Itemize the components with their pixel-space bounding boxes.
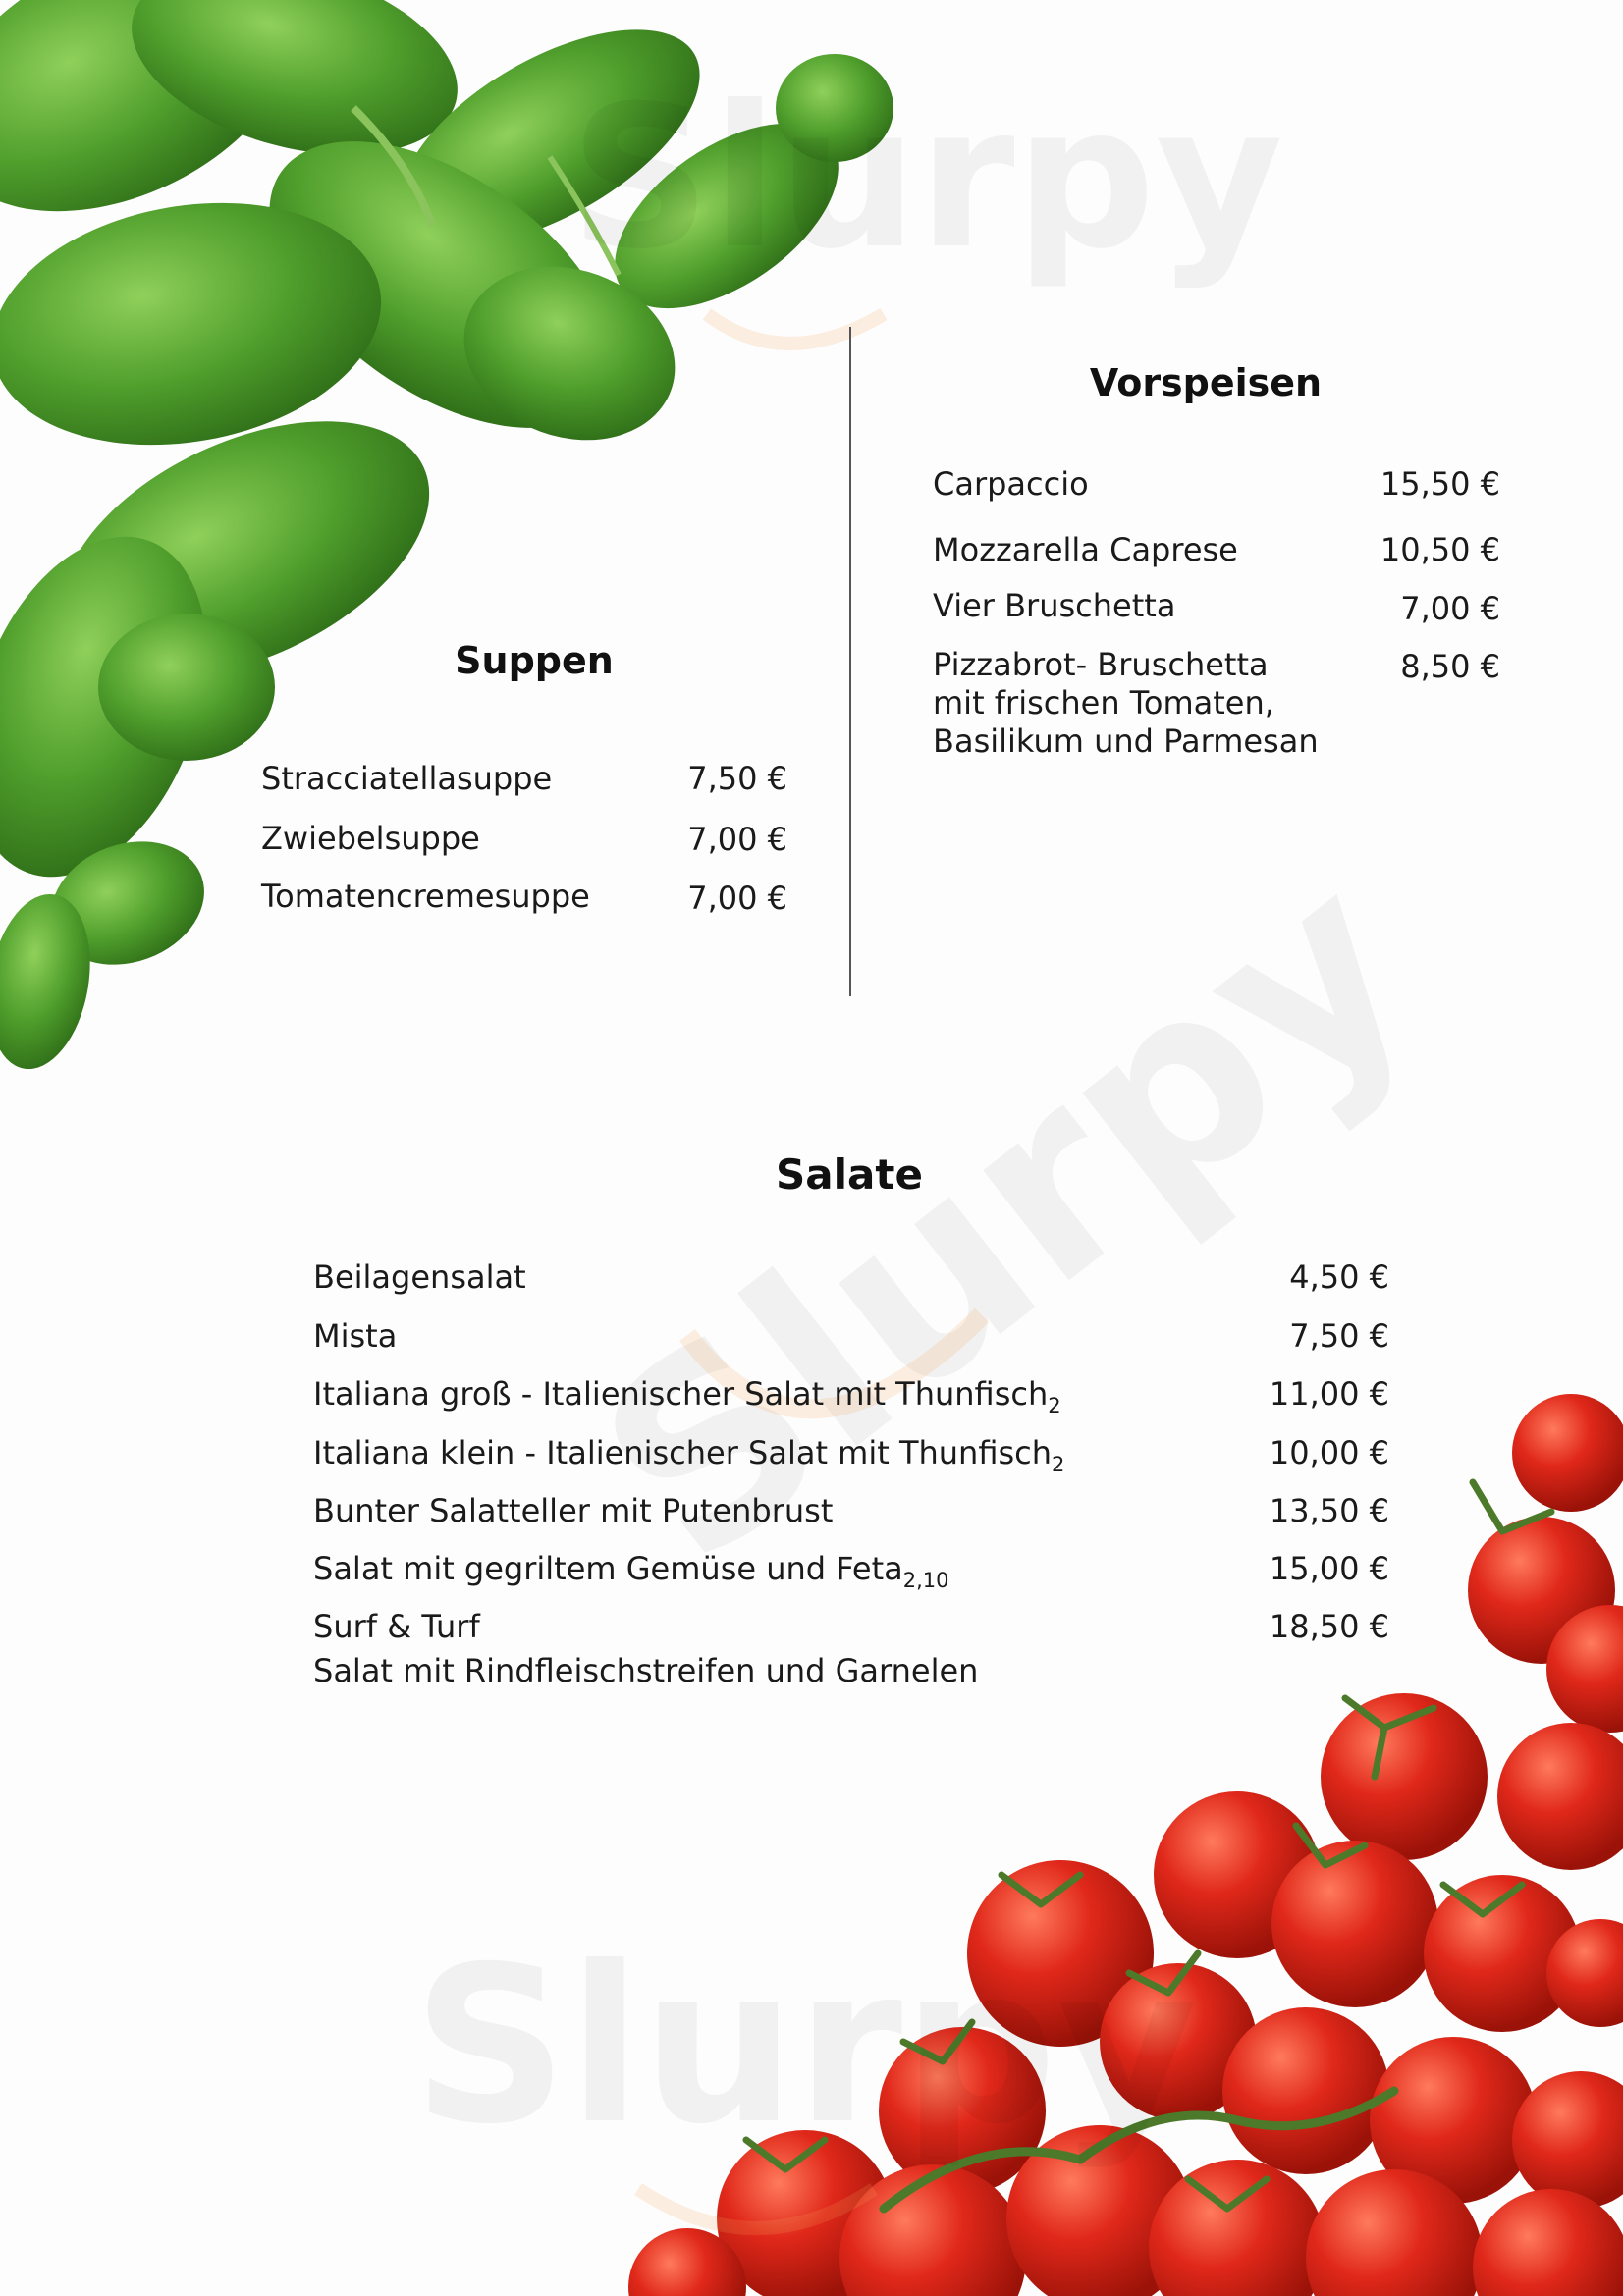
- vorspeisen-item-name: Carpaccio: [933, 465, 1089, 503]
- salate-item-price: 13,50 €: [1269, 1492, 1389, 1529]
- salate-item-label: Italiana klein - Italienischer Salat mit Thunfisch: [313, 1434, 1053, 1471]
- suppen-item-name: Stracciatellasuppe: [261, 760, 553, 797]
- salate-item-name: Mista: [313, 1317, 398, 1355]
- salate-item-price: 11,00 €: [1269, 1375, 1389, 1413]
- vorspeisen-item-price: 15,50 €: [1380, 465, 1500, 503]
- suppen-title: Suppen: [455, 639, 614, 682]
- vorspeisen-item-price: 7,00 €: [1400, 590, 1500, 627]
- suppen-item-price: 7,50 €: [687, 760, 787, 797]
- vorspeisen-item-price: 8,50 €: [1400, 648, 1500, 685]
- vorspeisen-item-price: 10,50 €: [1380, 531, 1500, 568]
- salate-item-detail: Salat mit Rindfleischstreifen und Garnelen: [313, 1652, 979, 1689]
- suppen-item-price: 7,00 €: [687, 821, 787, 858]
- salate-item-name: Surf & Turf: [313, 1608, 480, 1645]
- column-divider: [849, 327, 851, 996]
- vorspeisen-item-name: Vier Bruschetta: [933, 587, 1176, 624]
- salate-item-name: [313, 1550, 949, 1600]
- salate-item-name: [313, 1434, 1064, 1484]
- salate-item-label: Salat mit gegriltem Gemüse und Feta: [313, 1550, 903, 1587]
- vorspeisen-item-name: Pizzabrot- Bruschetta: [933, 646, 1269, 683]
- allergen-note: 2: [1048, 1394, 1061, 1417]
- salate-item-name: Bunter Salatteller mit Putenbrust: [313, 1492, 834, 1529]
- salate-item-price: 15,00 €: [1269, 1550, 1389, 1587]
- vorspeisen-title: Vorspeisen: [1089, 361, 1323, 404]
- watermark-text-bottom: [412, 1920, 1198, 2171]
- salate-item-price: 7,50 €: [1289, 1317, 1389, 1355]
- suppen-item-price: 7,00 €: [687, 880, 787, 917]
- vorspeisen-item-detail: mit frischen Tomaten,: [933, 684, 1274, 721]
- salate-title: Salate: [776, 1150, 923, 1199]
- salate-item-price: 10,00 €: [1269, 1434, 1389, 1471]
- salate-item-price: 4,50 €: [1289, 1258, 1389, 1296]
- salate-item-name: Beilagensalat: [313, 1258, 526, 1296]
- vorspeisen-item-name: Mozzarella Caprese: [933, 531, 1238, 568]
- allergen-note: 2: [1052, 1453, 1065, 1476]
- salate-item-name: [313, 1375, 1061, 1425]
- suppen-item-name: Zwiebelsuppe: [261, 820, 480, 857]
- salate-item-price: 18,50 €: [1269, 1608, 1389, 1645]
- salate-item-label: Italiana groß - Italienischer Salat mit Thunfisch: [313, 1375, 1049, 1413]
- allergen-note: 2,10: [902, 1569, 949, 1592]
- suppen-item-name: Tomatencremesuppe: [261, 878, 590, 915]
- watermark-text-top: [569, 64, 1283, 293]
- vorspeisen-item-detail: Basilikum und Parmesan: [933, 722, 1319, 760]
